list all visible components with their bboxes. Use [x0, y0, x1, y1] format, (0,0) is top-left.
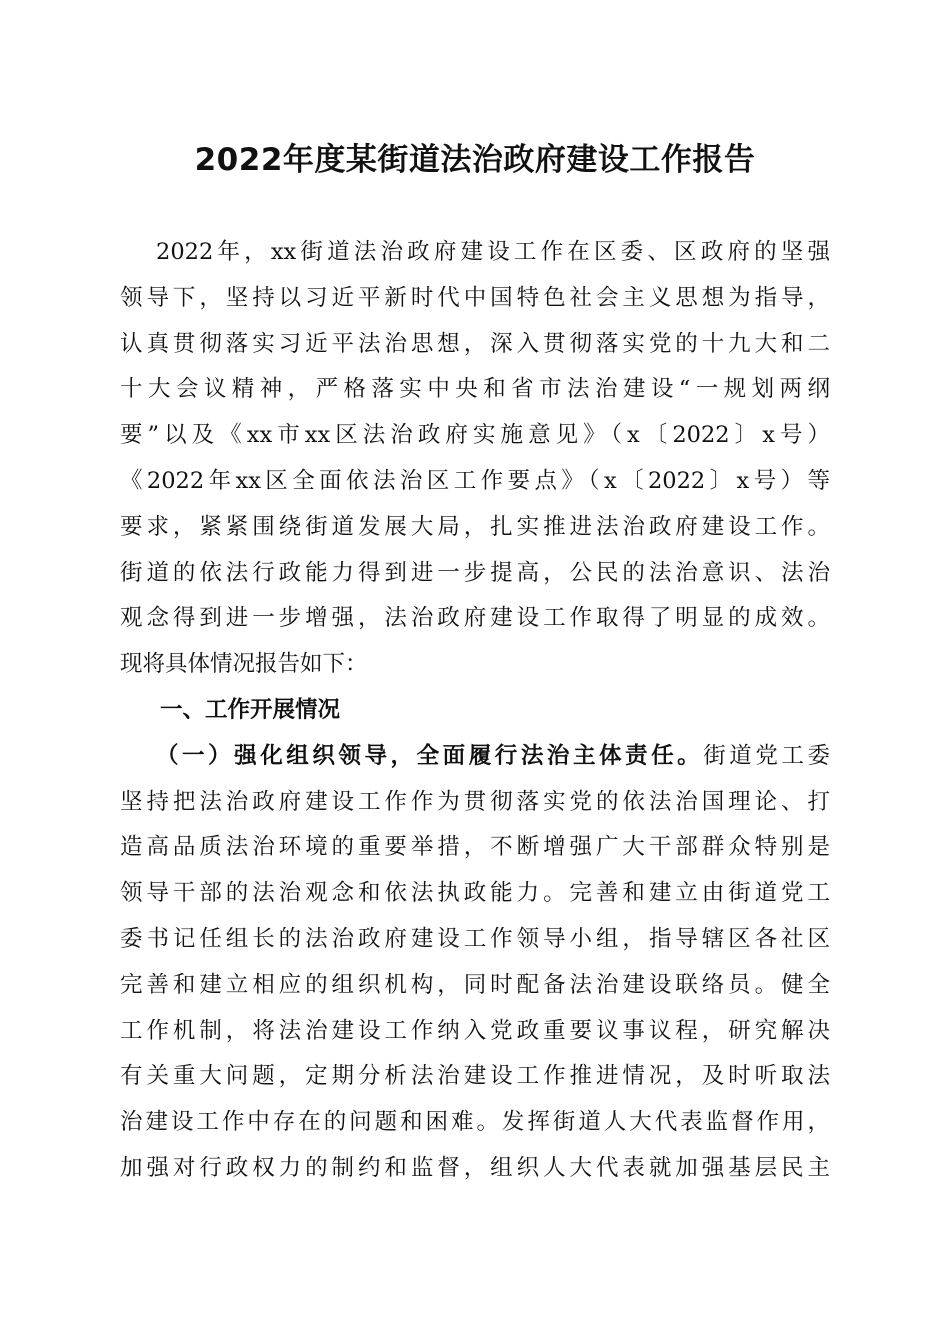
intro-line: 观念得到进一步增强，法治政府建设工作取得了明显的成效。	[120, 605, 830, 632]
intro-line: 领导下，坚持以习近平新时代中国特色社会主义思想为指导，	[120, 284, 830, 311]
subsection-first-rest: 街道党工委	[703, 742, 830, 769]
subsection-line: 治建设工作中存在的问题和困难。发挥街道人大代表监督作用，	[120, 1109, 830, 1136]
intro-line: 要”以及《xx市xx区法治政府实施意见》（x〔2022〕x号）	[120, 422, 830, 449]
subsection-line: 加强对行政权力的制约和监督，组织人大代表就加强基层民主	[120, 1154, 830, 1181]
subsection-line: 坚持把法治政府建设工作作为贯彻落实党的依法治国理论、打	[120, 788, 830, 815]
subsection-first-line	[120, 734, 830, 780]
subsection-line: 完善和建立相应的组织机构，同时配备法治建设联络员。健全	[120, 971, 830, 998]
intro-line: 2022年，xx街道法治政府建设工作在区委、区政府的坚强	[156, 239, 830, 265]
subsection-line: 造高品质法治环境的重要举措，不断增强广大干部群众特别是	[120, 834, 830, 861]
subsection-lead: （一）强化组织领导，全面履行法治主体责任。	[156, 742, 704, 769]
subsection-line: 工作机制，将法治建设工作纳入党政重要议事议程，研究解决	[120, 1017, 830, 1044]
intro-line: 要求，紧紧围绕街道发展大局，扎实推进法治政府建设工作。	[120, 513, 830, 540]
intro-line: 《2022年xx区全面依法治区工作要点》（x〔2022〕x号）等	[120, 467, 830, 494]
intro-line: 十大会议精神，严格落实中央和省市法治建设“一规划两纲	[120, 376, 830, 403]
document-body	[120, 230, 830, 1192]
subsection-line: 领导干部的法治观念和依法执政能力。完善和建立由街道党工	[120, 880, 830, 907]
section-heading: 一、工作开展情况	[160, 696, 341, 723]
subsection-line: 有关重大问题，定期分析法治建设工作推进情况，及时听取法	[120, 1063, 830, 1090]
document-title: 2022年度某街道法治政府建设工作报告	[194, 142, 756, 178]
intro-line: 认真贯彻落实习近平法治思想，深入贯彻落实党的十九大和二	[120, 330, 830, 357]
intro-line: 现将具体情况报告如下：	[120, 651, 368, 678]
intro-line: 街道的依法行政能力得到进一步提高，公民的法治意识、法治	[120, 559, 830, 586]
subsection-line: 委书记任组长的法治政府建设工作领导小组，指导辖区各社区	[120, 925, 830, 952]
